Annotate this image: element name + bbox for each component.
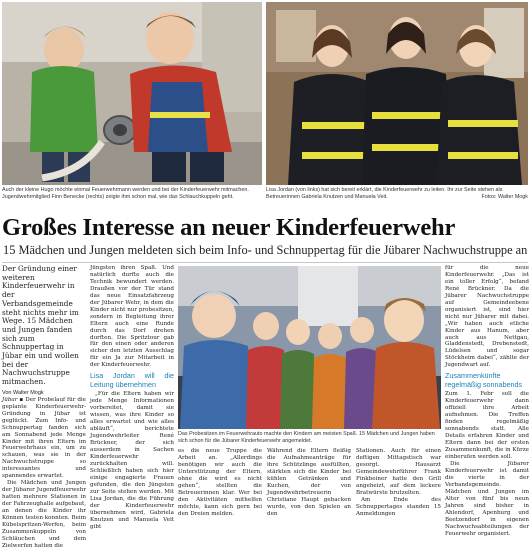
- article-paragraph: Stationen. Auch für einen deftigen Mittagstisch war gesorgt. Hausarzt Gemeindewehrführer Frank Finkbeiner hatte den Grill angeheizt, auf dem leckere Bratwürste brutzelten.: [356, 448, 441, 496]
- article-subheading: Zusammenkünfte regelmäßig sonnabends: [445, 371, 523, 389]
- article-column-5: [356, 448, 441, 516]
- article-column-4: [267, 448, 351, 516]
- photo1-caption: Auch der kleine Hugo möchte einmal Feuerwehrmann werden und bei der Kinderfeuerwehr mitmachen. Jugendwehrmitglied Finn Benecke (rechts) zeigte ihm schon mal, wie das Schlauchkuppeln geht.: [2, 187, 249, 200]
- article-author: Von Walter Mogk: [2, 389, 44, 396]
- article-lead: Der Gründung einer weiteren Kinderfeuerwehr in der Verbandsgemeinde steht nichts mehr im Wege. 15 Mädchen und Jungen fanden sich zum Schnuppertag in Jübar ein und wollen bei der Nachwuchstruppe mitmachen.: [2, 264, 79, 387]
- article-column-3: [178, 448, 262, 516]
- photo-children-fire-truck-image: [178, 266, 441, 429]
- photo-children-fire-truck: [178, 266, 441, 429]
- article-paragraph: für die neue Kinderfeuerwehr. „Das ist ein toller Erfolg“, befand René Brückner. Da die Jübarer Nachwuchstruppe auf Gemeindeebene organisiert ist, sind hier nicht nur Jübarer mit dabei. „Wir haben auch etliche Kinder aus Hanum, aber auch aus Nettgau, Gladdenstedt, Drebenstedt, Lüdelsen und sogar Stöckheim dabei“, zählte der Jugendwart auf.: [445, 265, 529, 369]
- article-paragraph: Jüngsten ihren Spaß. Und natürlich durfte auch die Technik bewundert werden. Draußen vor der Tür stand das neue Einsatzfahrzeug der Jübarer Wehr, in dem die Kinder nicht nur probesitzen, sondern in Begleitung ihrer Eltern auch eine Runde durch das Dorf drehen durften. Die Spritztour gab für den einen oder anderen sicher den letzten Ausschlag für ein Ja zur Mitarbeit in der Kinderfeuerwehr.: [90, 265, 174, 369]
- article-paragraph: Während die Eltern fleißig die Aufnahmeanträge für ihre Schützlinge ausfüllten, stärkten sich die Kinder bei kühlen Getränken und Kuchen, der von Jugendwehrbetreuerin Christiane Haupt gebacken wurde, von den Spielen an den: [267, 448, 351, 517]
- article-paragraph: Zum 1. Febr soll die Kinderfeuerwehr dann offiziell ihre Arbeit aufnehmen. Die Treffen finden regelmäßig sonnabends statt. Alle Details erfahren Kinder und Eltern dann bei der ersten Zusammenkunft, die in Kürze einberufen werden soll.: [445, 391, 529, 461]
- photo-three-leaders: [266, 2, 528, 185]
- article-headline: Großes Interesse an neuer Kinderfeuerwehr: [2, 214, 456, 241]
- article-paragraph: Die Jübarer Kinderfeuerwehr ist damit die vierte in der Verbandsgemeinde. Mädchen und Jungen im Alter von fünf bis neun Jahren sind bisher in Ahlendorf, Apenburg und Beetzendorf in eigenen Nachwuchsabteilungen der Feuerwehr organisiert.: [445, 461, 529, 537]
- article-column-6: [445, 265, 529, 537]
- photo-children-hose-coupling-image: [2, 2, 262, 185]
- article-paragraph: „Für die Eltern haben wir jede Menge Informationen vorbereitet, damit sie wissen, was ihre Kinder so alles erwartet und wie alles abläuft“, berichtete Jugendwehrleiter René Brückner, der sich ausserdem in Sachen Kinderfeuerwehr zurückhalten will. Schließlich haben sich hier einige engagierte Frauen gefunden, die den Jüngsten zur Seite stehen werden. Mit Lisa Jordan, die die Führung der Kinderfeuerwehr übernehmen wird, Gabriela Knutzen und Manuela Veit gibt: [90, 391, 174, 530]
- article-text: Der Probelauf für die geplante Kinderfeuerwehr-Gründung in Jübar ist geglückt. Zum Info- und Schnuppertag fanden sich am Sonnabend jede Menge Kinder mit ihren Eltern im Feuerwehrhaus ein, um zu schauen, was sie in der Nachwuchstruppe so interessantes und spannendes erwartet.: [2, 396, 86, 480]
- photo-three-leaders-image: [266, 2, 528, 185]
- photo3-caption: Das Probesitzen im Feuerwehrauto machte den Kindern am meisten Spaß. 15 Mädchen und Jungen haben sich schon für die Jübarer Kinderfeuerwehr angemeldet.: [178, 431, 435, 444]
- photo-credit: Fotos: Walter Mogk: [481, 193, 528, 200]
- article-subheadline: 15 Mädchen und Jungen meldeten sich beim Info- und Schnuppertag für die Jübarer Nachwuchstruppe an: [3, 243, 528, 257]
- article-paragraph: es die neue Truppe die Arbeit an. „Allerdings benötigen wir auch die Unterstützung der Eltern, ohne die wird es nicht gehen“, stellten die Betreuerinnen klar. Wer bei den Aktivitäten mithelfen möchte, kann sich gern bei den Dreien melden.: [178, 448, 262, 517]
- article-place: Jübar: [2, 396, 18, 403]
- article-paragraph: Die Mädchen und Jungen der Jübarer Jugendfeuerwehr hatten mehrere Stationen in der Fahrzeughalle aufgebaut, an denen die Kinder ihr Können testen konnten. Beim Kübelspritzen-Werfen, beim Zusammenkuppeln von Schläuchen und dem Zielwerfen hatten die: [2, 480, 86, 549]
- article-paragraph: Am Ende des Schnuppertages standen 15 Anmeldungen: [356, 496, 441, 517]
- photo2-caption: Lisa Jordan (von links) hat sich bereit erklärt, die Kinderfeuerwehr zu leiten. Ihr zur Seite stehen als Betreuerinnen Gabriela Knutzen und Manuela Veit.: [266, 187, 503, 200]
- divider-line: [2, 262, 528, 263]
- article-subheading: Lisa Jordan will die Leitung übernehmen: [90, 371, 174, 389]
- article-paragraph: Jübar ▪ Der Probelauf für die geplante Kinderfeuerwehr-Gründung in Jübar ist geglückt. Zum Info- und Schnuppertag fanden sich am Sonnabend jede Menge Kinder mit ihren Eltern im Feuerwehrhaus ein, um zu schauen, was sie in der Nachwuchstruppe so interessantes und spannendes erwartet.: [2, 396, 86, 480]
- article-column-2: [90, 265, 174, 530]
- photo-children-hose-coupling: [2, 2, 262, 185]
- article-column-1: [2, 264, 86, 549]
